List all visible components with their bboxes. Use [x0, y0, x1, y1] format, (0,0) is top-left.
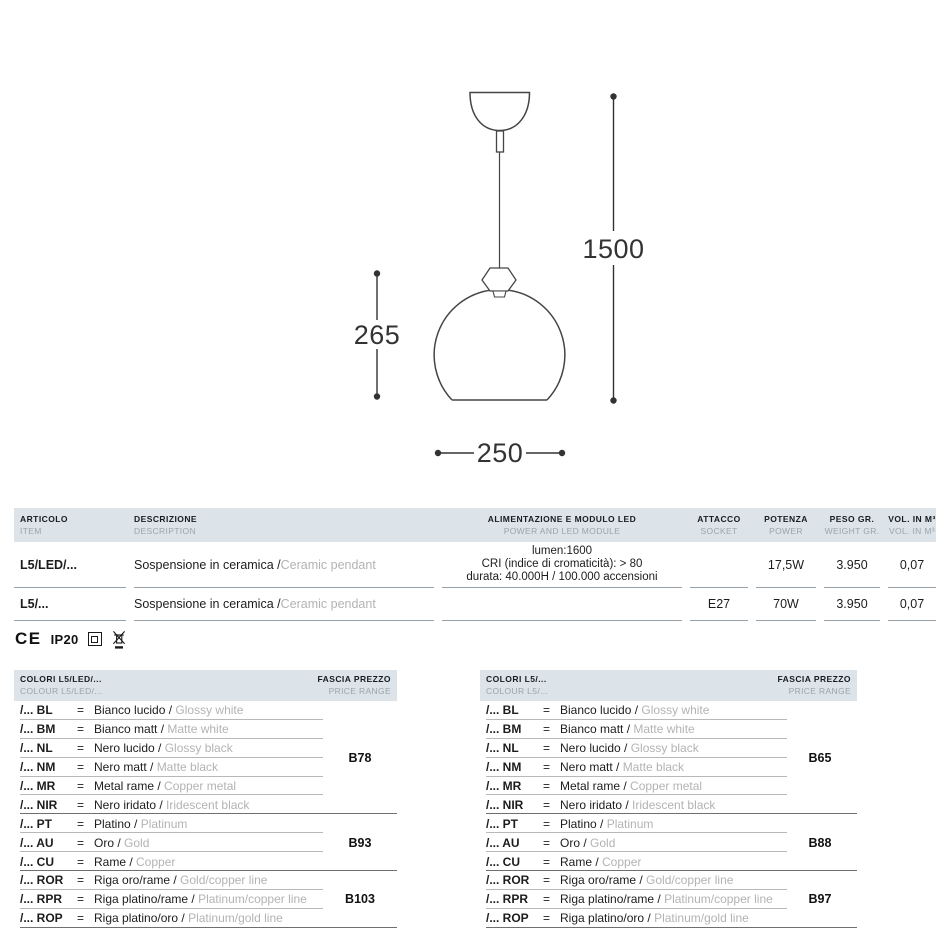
color-code: /... NIR	[20, 797, 58, 812]
class-ii-icon	[88, 632, 102, 646]
equals-sign: =	[77, 797, 85, 812]
color-name-it: Metal rame /	[560, 779, 631, 793]
color-name	[94, 892, 307, 906]
power-module-info: lumen:1600 CRI (indice di cromaticità): > 80 durata: 40.000H / 100.000 accensioni	[442, 542, 682, 588]
color-name	[560, 741, 699, 755]
price-range-label: B78	[348, 750, 372, 765]
volume-value: 0,07	[888, 588, 936, 621]
color-code: /... NIR	[486, 797, 524, 812]
color-code: /... BM	[20, 722, 56, 737]
color-rows	[14, 701, 397, 928]
color-table-title: COLORI L5/LED/... COLOUR L5/LED/...	[20, 674, 103, 696]
equals-sign: =	[543, 911, 551, 926]
color-name	[94, 741, 233, 755]
color-name-en: Gold	[124, 835, 150, 850]
equals-sign: =	[77, 722, 85, 737]
price-range-label: B97	[808, 892, 832, 907]
dimension-total-height-value: 1500	[582, 234, 645, 264]
certification-marks	[15, 626, 127, 652]
color-code: /... PT	[486, 816, 519, 831]
equals-sign: =	[77, 779, 85, 793]
strain-relief	[497, 131, 504, 152]
weight-value: 3.950	[824, 588, 880, 621]
price-range-header: FASCIA PREZZO PRICE RANGE	[777, 674, 851, 696]
color-name	[560, 892, 773, 906]
spec-row-led	[14, 542, 936, 588]
color-name-en: Gold	[590, 835, 616, 850]
color-rows	[480, 701, 857, 928]
color-name-it: Rame /	[94, 854, 137, 869]
canopy-outline	[470, 93, 530, 131]
color-name-en: Platinum/gold line	[188, 911, 283, 926]
color-table-header	[480, 670, 857, 701]
color-name	[560, 798, 715, 812]
color-code: /... NL	[486, 741, 519, 756]
color-name-en: Iridescent black	[166, 797, 250, 812]
header-vol: VOL. IN M³ VOL. IN M³	[888, 514, 936, 536]
color-name-en: Gold/copper line	[646, 873, 734, 888]
color-name-en: Platinum	[606, 816, 654, 831]
equals-sign: =	[77, 741, 85, 756]
socket-value	[690, 542, 748, 588]
dimension-shade-height-value: 265	[353, 320, 401, 350]
shade-knob-neck	[493, 291, 506, 297]
color-code: /... ROP	[486, 911, 529, 926]
equals-sign: =	[77, 892, 85, 907]
spec-table-header	[14, 508, 936, 542]
price-range-header: FASCIA PREZZO PRICE RANGE	[317, 674, 391, 696]
dimension-diameter-value: 250	[476, 438, 524, 468]
color-name-it: Nero lucido /	[94, 741, 165, 756]
color-name	[94, 873, 267, 887]
price-range-label: B93	[348, 835, 372, 850]
color-name	[94, 817, 187, 831]
header-articolo: ARTICOLO ITEM	[20, 514, 68, 536]
color-code: /... PT	[20, 816, 53, 831]
color-code: /... BM	[486, 722, 522, 737]
color-code: /... ROR	[486, 873, 530, 888]
price-range-label: B103	[345, 892, 375, 907]
ceramic-shade-outline	[434, 290, 565, 400]
color-name-it: Metal rame /	[94, 779, 165, 793]
equals-sign: =	[543, 854, 551, 869]
color-name-en: Copper	[136, 854, 176, 869]
color-name-en: Matte white	[633, 722, 695, 737]
spec-row-standard	[14, 588, 936, 621]
color-name	[560, 760, 684, 774]
color-name-en: Glossy white	[641, 703, 710, 718]
color-name	[94, 911, 283, 925]
socket-value: E27	[690, 588, 748, 621]
color-code: /... ROP	[20, 911, 63, 926]
color-name	[94, 798, 249, 812]
color-name-en: Glossy black	[630, 741, 699, 756]
color-code: /... RPR	[486, 892, 529, 907]
color-name-it: Riga platino/oro /	[94, 911, 189, 926]
equals-sign: =	[543, 722, 551, 737]
equals-sign: =	[77, 816, 85, 831]
color-table-header	[14, 670, 397, 701]
color-name-en: Copper metal	[630, 779, 703, 793]
color-code: /... NM	[486, 760, 522, 775]
color-name-en: Platinum/gold line	[654, 911, 749, 926]
color-code: /... RPR	[20, 892, 63, 907]
color-name-it: Oro /	[560, 835, 591, 850]
spec-table	[14, 508, 936, 621]
color-name-it: Riga oro/rame /	[560, 873, 647, 888]
color-name-en: Platinum/copper line	[664, 892, 773, 907]
color-name-en: Platinum	[140, 816, 188, 831]
color-name-it: Riga oro/rame /	[94, 873, 181, 888]
color-name-en: Glossy black	[164, 741, 233, 756]
header-peso: PESO GR. WEIGHT GR.	[824, 514, 880, 536]
color-code: /... ROR	[20, 873, 64, 888]
color-name-it: Bianco lucido /	[560, 703, 642, 718]
equals-sign: =	[543, 873, 551, 888]
equals-sign: =	[543, 703, 551, 718]
power-value: 70W	[756, 588, 816, 621]
color-code: /... CU	[486, 854, 521, 869]
equals-sign: =	[543, 760, 551, 775]
price-range-label: B88	[808, 835, 832, 850]
color-name-it: Rame /	[560, 854, 603, 869]
color-name-en: Copper	[602, 854, 642, 869]
equals-sign: =	[77, 760, 85, 775]
color-code: /... MR	[486, 779, 522, 793]
color-name-it: Riga platino/rame /	[560, 892, 665, 907]
color-name-it: Bianco matt /	[94, 722, 168, 737]
weee-crossed-bin-icon	[111, 628, 127, 650]
color-name-en: Copper metal	[164, 779, 237, 793]
color-name-en: Matte black	[156, 760, 219, 775]
equals-sign: =	[543, 797, 551, 812]
color-table-title: COLORI L5/... COLOUR L5/...	[486, 674, 549, 696]
color-name-it: Nero iridato /	[560, 797, 633, 812]
volume-value: 0,07	[888, 542, 936, 588]
color-name-it: Oro /	[94, 835, 125, 850]
color-code: /... BL	[486, 703, 519, 718]
power-value: 17,5W	[756, 542, 816, 588]
item-description: Sospensione in ceramica / Ceramic pendant	[134, 542, 434, 588]
equals-sign: =	[543, 835, 551, 850]
color-name	[94, 722, 229, 736]
color-name-it: Bianco matt /	[560, 722, 634, 737]
color-name-en: Glossy white	[175, 703, 244, 718]
weight-value: 3.950	[824, 542, 880, 588]
equals-sign: =	[77, 873, 85, 888]
header-potenza: POTENZA POWER	[764, 514, 808, 536]
equals-sign: =	[77, 911, 85, 926]
color-name-it: Bianco lucido /	[94, 703, 176, 718]
color-name-it: Nero matt /	[560, 760, 623, 775]
item-code: L5/LED/...	[14, 542, 126, 588]
color-name	[560, 703, 709, 717]
color-table-standard	[480, 670, 857, 928]
equals-sign: =	[77, 854, 85, 869]
color-name	[560, 722, 695, 736]
color-code: /... AU	[486, 835, 520, 850]
color-code: /... NM	[20, 760, 56, 775]
color-name-it: Platino /	[560, 816, 607, 831]
header-alimentazione: ALIMENTAZIONE E MODULO LED POWER AND LED MODULE	[487, 514, 637, 536]
equals-sign: =	[543, 741, 551, 756]
ce-mark-icon: CE	[15, 629, 42, 648]
color-code: /... BL	[20, 703, 53, 718]
color-code: /... NL	[20, 741, 53, 756]
color-code: /... AU	[20, 835, 54, 850]
power-module-info	[442, 588, 682, 621]
color-name-it: Nero lucido /	[560, 741, 631, 756]
color-code: /... CU	[20, 854, 55, 869]
equals-sign: =	[543, 779, 551, 793]
equals-sign: =	[77, 703, 85, 718]
color-name-en: Gold/copper line	[180, 873, 268, 888]
color-name-it: Riga platino/oro /	[560, 911, 655, 926]
equals-sign: =	[543, 816, 551, 831]
color-name	[94, 855, 175, 869]
equals-sign: =	[543, 892, 551, 907]
item-code: L5/...	[14, 588, 126, 621]
color-table-led	[14, 670, 397, 928]
header-attacco: ATTACCO SOCKET	[697, 514, 741, 536]
color-name-en: Platinum/copper line	[198, 892, 307, 907]
color-name	[560, 779, 702, 793]
color-name-en: Matte black	[622, 760, 685, 775]
color-name-en: Matte white	[167, 722, 229, 737]
color-name	[94, 779, 236, 793]
color-name-en: Iridescent black	[632, 797, 716, 812]
color-name-it: Riga platino/rame /	[94, 892, 199, 907]
color-name-it: Nero iridato /	[94, 797, 167, 812]
color-name	[560, 855, 641, 869]
color-name	[94, 760, 218, 774]
header-descrizione: DESCRIZIONE DESCRIPTION	[134, 514, 198, 536]
shade-knob	[482, 268, 516, 291]
color-name-it: Nero matt /	[94, 760, 157, 775]
color-name-it: Platino /	[94, 816, 141, 831]
color-name	[560, 836, 615, 850]
color-name	[560, 873, 733, 887]
color-name	[560, 911, 749, 925]
ip-rating-label: IP20	[50, 631, 79, 647]
color-name	[94, 703, 243, 717]
price-range-label: B65	[808, 750, 832, 765]
color-code: /... MR	[20, 779, 56, 793]
color-name	[560, 817, 653, 831]
color-name	[94, 836, 149, 850]
equals-sign: =	[77, 835, 85, 850]
item-description: Sospensione in ceramica / Ceramic pendant	[134, 588, 434, 621]
